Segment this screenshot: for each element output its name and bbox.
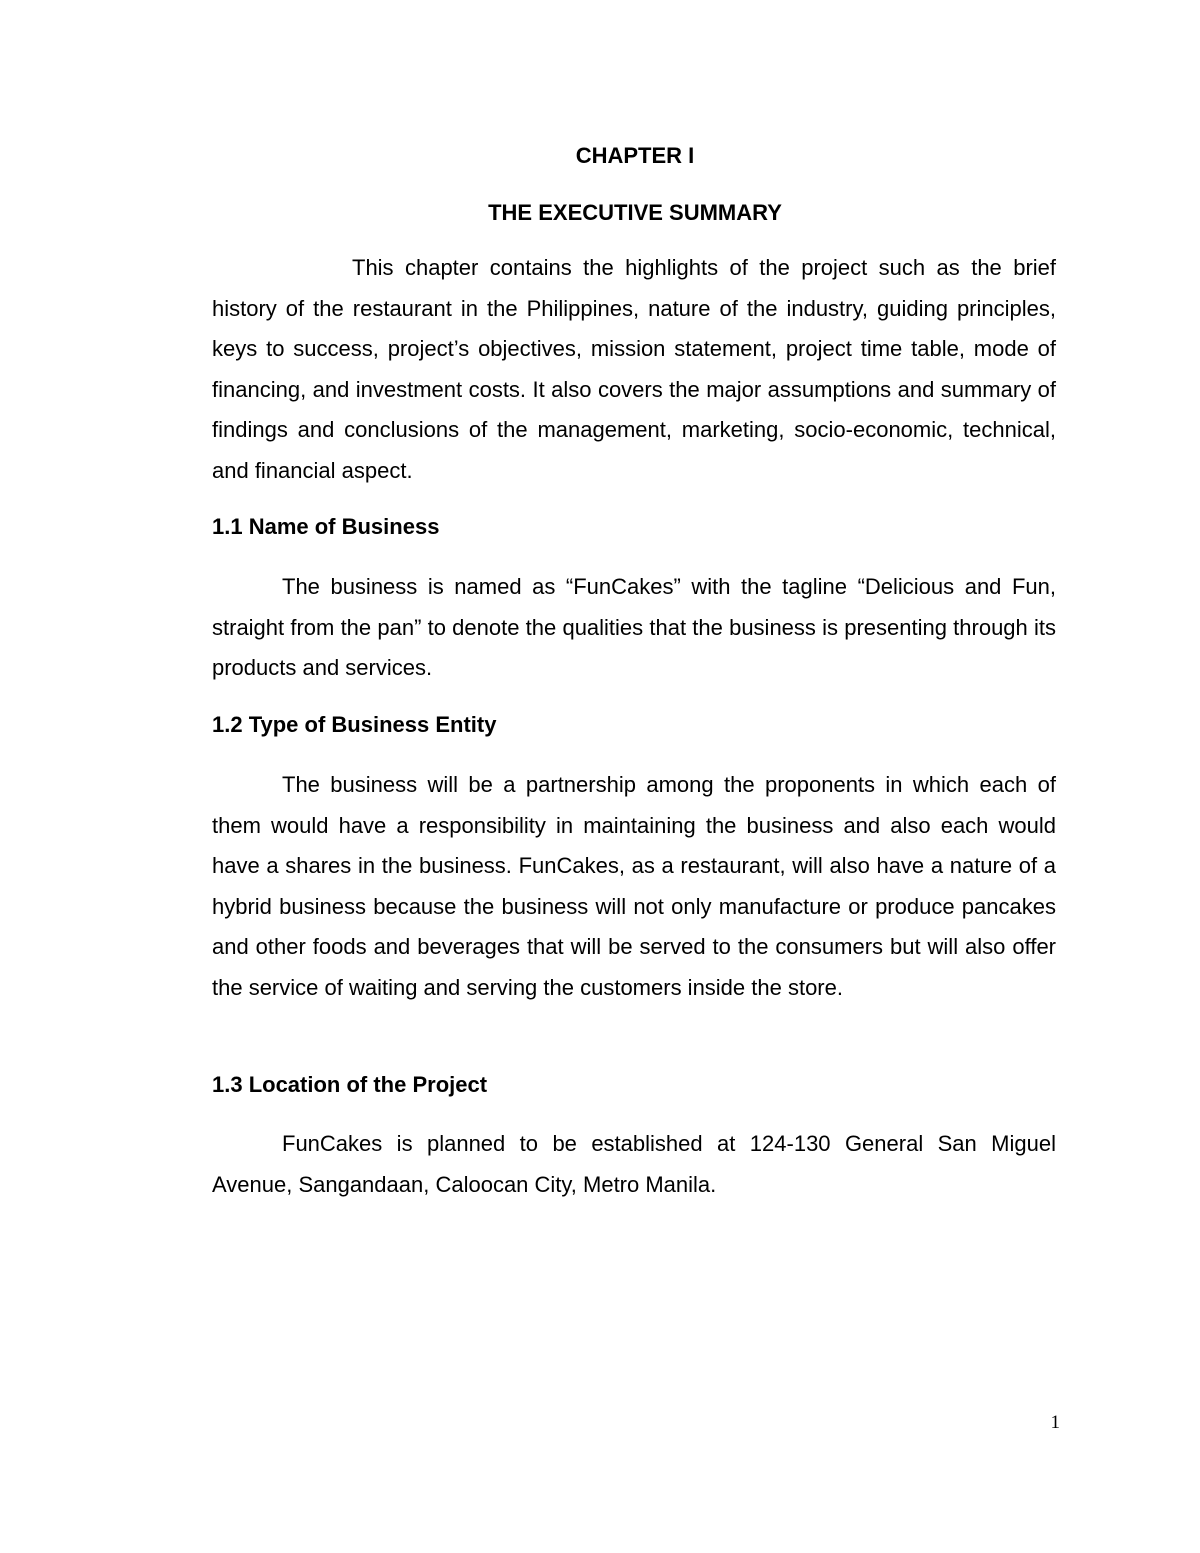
section-body-location-of-project: FunCakes is planned to be established at 124-130 General San Miguel Avenue, Sangandaan, Caloocan City, Metro Manila. <box>212 1131 1056 1197</box>
chapter-title: THE EXECUTIVE SUMMARY <box>488 200 782 225</box>
section-heading-type-of-business-entity: 1.2 Type of Business Entity <box>212 712 497 737</box>
section-body-name-of-business: The business is named as “FunCakes” with the tagline “Delicious and Fun, straight from the pan” to denote the qualities that the business is presenting through its products and services. <box>212 574 1056 680</box>
chapter-number: CHAPTER I <box>575 143 695 168</box>
section-body-type-of-business-entity: The business will be a partnership among the proponents in which each of them would have a responsibility in maintaining the business and also each would have a shares in the business. FunCakes, as a restaurant, will also have a nature of a hybrid business because the business will not only manufacture or produce pancakes and other foods and beverages that will be served to the consumers but will also offer the service of waiting and serving the customers inside the store. <box>212 772 1056 1000</box>
chapter-intro-paragraph: This chapter contains the highlights of the project such as the brief history of the restaurant in the Philippines, nature of the industry, guiding principles, keys to success, project’s objectives, mission statement, project time table, mode of financing, and investment costs. It also covers the major assumptions and summary of findings and conclusions of the management, marketing, socio-economic, technical, and financial aspect. <box>212 255 1056 483</box>
page-number: 1 <box>1050 1412 1060 1433</box>
section-heading-name-of-business: 1.1 Name of Business <box>212 514 440 539</box>
section-heading-location-of-project: 1.3 Location of the Project <box>212 1072 488 1097</box>
